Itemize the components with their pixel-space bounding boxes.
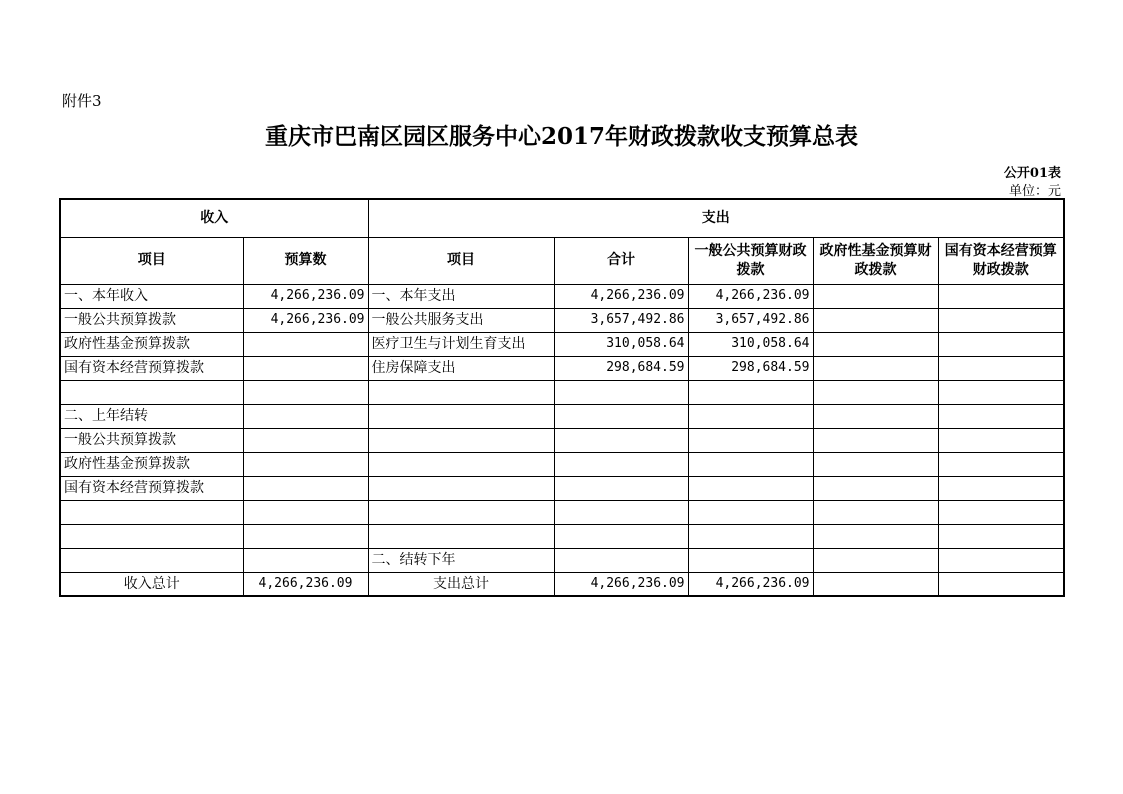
state-budget-cell	[938, 380, 1064, 404]
fund-budget-cell	[813, 548, 938, 572]
general-budget-cell	[688, 500, 813, 524]
general-budget-cell	[688, 548, 813, 572]
income-value-cell	[243, 476, 368, 500]
expense-item-cell	[368, 452, 554, 476]
totals-row	[60, 572, 1064, 596]
table-row	[60, 452, 1064, 476]
state-budget-cell	[938, 476, 1064, 500]
table-row	[60, 524, 1064, 548]
income-item-cell: 国有资本经营预算拨款	[60, 356, 243, 380]
general-budget-cell	[688, 380, 813, 404]
state-budget-cell	[938, 308, 1064, 332]
expense-item-cell: 医疗卫生与计划生育支出	[368, 332, 554, 356]
general-budget-cell: 310,058.64	[688, 332, 813, 356]
fund-budget-cell	[813, 332, 938, 356]
income-item-cell: 一般公共预算拨款	[60, 308, 243, 332]
expense-item-cell	[368, 476, 554, 500]
income-header: 收入	[60, 199, 368, 237]
unit-label: 单位：元	[1008, 184, 1061, 199]
state-budget-cell	[938, 404, 1064, 428]
fund-total-value	[813, 572, 938, 596]
expense-item-cell	[368, 380, 554, 404]
table-row	[60, 500, 1064, 524]
fund-budget-cell	[813, 404, 938, 428]
table-row	[60, 356, 1064, 380]
state-budget-cell	[938, 452, 1064, 476]
col-total: 合计	[554, 237, 688, 284]
col-fund: 政府性基金预算财政拨款	[813, 237, 938, 284]
income-item-cell: 二、上年结转	[60, 404, 243, 428]
income-item-cell: 一般公共预算拨款	[60, 428, 243, 452]
fund-budget-cell	[813, 476, 938, 500]
expense-total-cell	[554, 524, 688, 548]
general-budget-cell: 298,684.59	[688, 356, 813, 380]
expense-total-cell	[554, 500, 688, 524]
income-value-cell	[243, 500, 368, 524]
expense-item-cell: 一、本年支出	[368, 284, 554, 308]
general-total-value: 4,266,236.09	[688, 572, 813, 596]
expense-item-cell: 一般公共服务支出	[368, 308, 554, 332]
income-value-cell	[243, 524, 368, 548]
table-row	[60, 380, 1064, 404]
income-value-cell: 4,266,236.09	[243, 308, 368, 332]
income-item-cell	[60, 524, 243, 548]
income-item-cell: 政府性基金预算拨款	[60, 452, 243, 476]
expense-item-cell: 二、结转下年	[368, 548, 554, 572]
general-budget-cell: 3,657,492.86	[688, 308, 813, 332]
income-value-cell	[243, 548, 368, 572]
income-value-cell	[243, 380, 368, 404]
income-value-cell: 4,266,236.09	[243, 284, 368, 308]
budget-table	[59, 198, 1065, 597]
expense-item-cell	[368, 500, 554, 524]
expense-item-cell: 住房保障支出	[368, 356, 554, 380]
state-budget-cell	[938, 332, 1064, 356]
attachment-label: 附件3	[62, 92, 102, 110]
table-row	[60, 404, 1064, 428]
col-expense-item: 项目	[368, 237, 554, 284]
col-income-item: 项目	[60, 237, 243, 284]
income-value-cell	[243, 428, 368, 452]
expense-total-cell	[554, 548, 688, 572]
fund-budget-cell	[813, 500, 938, 524]
general-budget-cell: 4,266,236.09	[688, 284, 813, 308]
expense-total-label: 支出总计	[368, 572, 554, 596]
income-value-cell	[243, 404, 368, 428]
state-budget-cell	[938, 284, 1064, 308]
page-title: 重庆市巴南区园区服务中心2017年财政拨款收支预算总表	[264, 123, 858, 150]
state-budget-cell	[938, 548, 1064, 572]
fund-budget-cell	[813, 380, 938, 404]
fund-budget-cell	[813, 524, 938, 548]
income-value-cell	[243, 452, 368, 476]
fund-budget-cell	[813, 356, 938, 380]
col-income-budget: 预算数	[243, 237, 368, 284]
expense-total-value: 4,266,236.09	[554, 572, 688, 596]
expense-item-cell	[368, 428, 554, 452]
state-budget-cell	[938, 428, 1064, 452]
income-item-cell: 一、本年收入	[60, 284, 243, 308]
header-row-sub	[60, 237, 1064, 284]
fund-budget-cell	[813, 452, 938, 476]
header-row-top	[60, 199, 1064, 237]
expense-total-cell	[554, 404, 688, 428]
table-row	[60, 284, 1064, 308]
expense-item-cell	[368, 524, 554, 548]
income-item-cell: 国有资本经营预算拨款	[60, 476, 243, 500]
expense-total-cell	[554, 380, 688, 404]
general-budget-cell	[688, 404, 813, 428]
fund-budget-cell	[813, 284, 938, 308]
general-budget-cell	[688, 452, 813, 476]
income-item-cell	[60, 500, 243, 524]
fund-budget-cell	[813, 428, 938, 452]
income-total-label: 收入总计	[60, 572, 243, 596]
income-item-cell: 政府性基金预算拨款	[60, 332, 243, 356]
table-row	[60, 548, 1064, 572]
table-row	[60, 308, 1064, 332]
col-state: 国有资本经营预算财政拨款	[938, 237, 1064, 284]
income-value-cell	[243, 356, 368, 380]
form-number: 公开01表	[1003, 166, 1061, 181]
table-body	[60, 284, 1064, 572]
income-value-cell	[243, 332, 368, 356]
income-total-value: 4,266,236.09	[243, 572, 368, 596]
expense-total-cell	[554, 452, 688, 476]
expense-total-cell: 298,684.59	[554, 356, 688, 380]
col-general: 一般公共预算财政拨款	[688, 237, 813, 284]
state-budget-cell	[938, 524, 1064, 548]
income-item-cell	[60, 548, 243, 572]
table-row	[60, 428, 1064, 452]
table-row	[60, 332, 1064, 356]
expense-item-cell	[368, 404, 554, 428]
expense-total-cell: 4,266,236.09	[554, 284, 688, 308]
expense-total-cell	[554, 476, 688, 500]
expense-total-cell: 3,657,492.86	[554, 308, 688, 332]
general-budget-cell	[688, 476, 813, 500]
table-row	[60, 476, 1064, 500]
state-budget-cell	[938, 356, 1064, 380]
expense-total-cell	[554, 428, 688, 452]
state-total-value	[938, 572, 1064, 596]
expense-header: 支出	[368, 199, 1064, 237]
general-budget-cell	[688, 524, 813, 548]
income-item-cell	[60, 380, 243, 404]
state-budget-cell	[938, 500, 1064, 524]
fund-budget-cell	[813, 308, 938, 332]
general-budget-cell	[688, 428, 813, 452]
expense-total-cell: 310,058.64	[554, 332, 688, 356]
